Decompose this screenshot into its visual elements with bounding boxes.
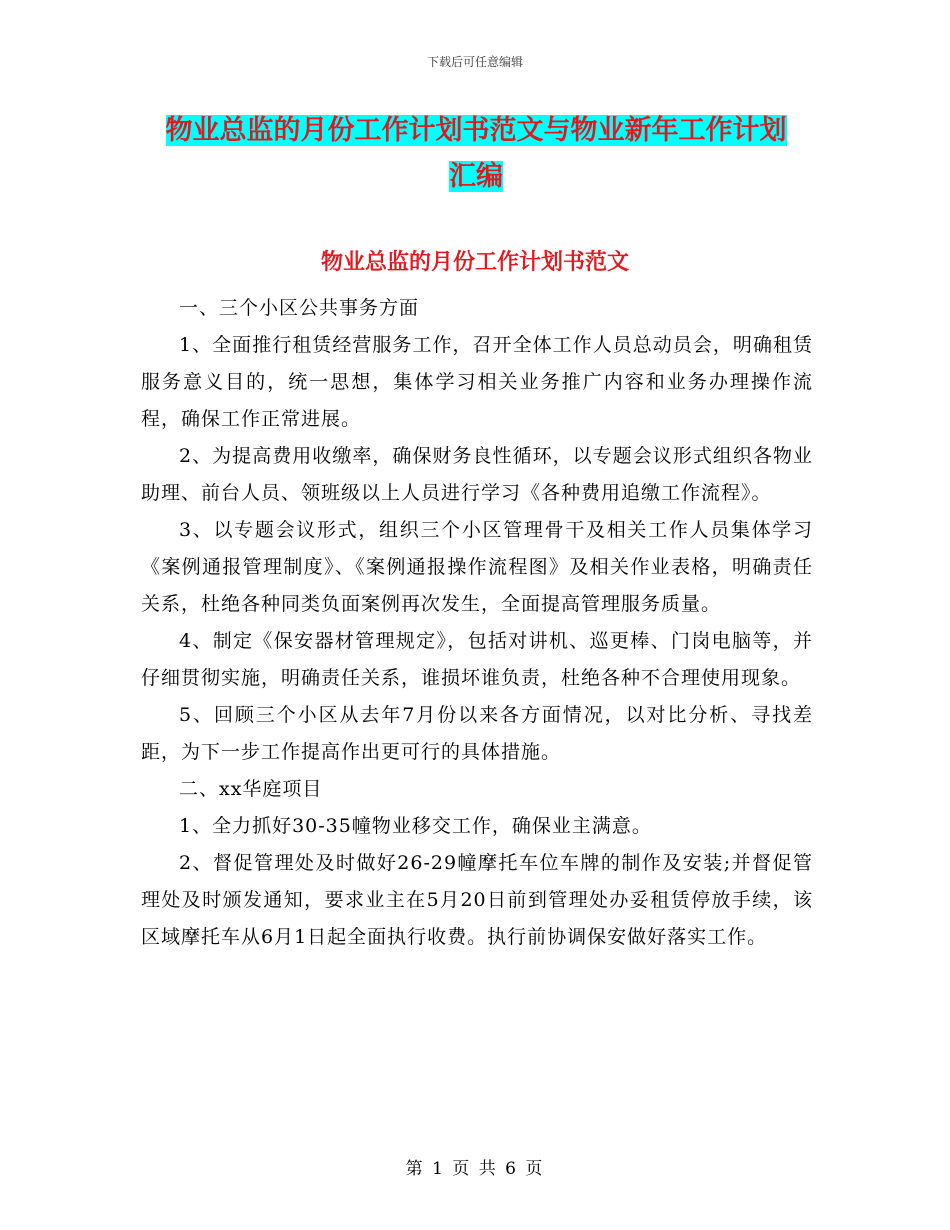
document-body: [141, 290, 813, 956]
paragraph: 2、督促管理处及时做好26-29幢摩托车位车牌的制作及安装;并督促管理处及时颁发通知，要求业主在5月20日前到管理处办妥租赁停放手续，该区域摩托车从6月1日起全面执行收费。执行前协调保安做好落实工作。: [141, 852, 813, 948]
paragraph: 2、为提高费用收缴率，确保财务良性循环，以专题会议形式组织各物业助理、前台人员、领班级以上人员进行学习《各种费用追缴工作流程》。: [141, 445, 813, 504]
document-title-line-1: 物业总监的月份工作计划书范文与物业新年工作计划: [165, 115, 787, 146]
paragraph: 1、全力抓好30-35幢物业移交工作，确保业主满意。: [179, 815, 652, 837]
paragraph: 3、以专题会议形式，组织三个小区管理骨干及相关工作人员集体学习《案例通报管理制度》、《案例通报操作流程图》及相关作业表格，明确责任关系，杜绝各种同类负面案例再次发生，全面提高管理服务质量。: [141, 519, 813, 615]
paragraph: 一、三个小区公共事务方面: [179, 297, 420, 319]
header-note: 下载后可任意编辑: [426, 55, 523, 69]
section-title: 物业总监的月份工作计划书范文: [320, 250, 629, 275]
document-title-line-2: 汇编: [449, 161, 503, 192]
paragraph: 4、制定《保安器材管理规定》，包括对讲机、巡更棒、门岗电脑等，并仔细贯彻实施，明确责任关系，谁损坏谁负责，杜绝各种不合理使用现象。: [141, 630, 813, 689]
paragraph: 二、xx华庭项目: [179, 778, 323, 800]
paragraph: 5、回顾三个小区从去年7月份以来各方面情况，以对比分析、寻找差距，为下一步工作提高作出更可行的具体措施。: [141, 704, 813, 763]
page-number: 第 1 页 共 6 页: [405, 1159, 545, 1179]
document-title: [140, 108, 812, 200]
paragraph: 1、全面推行租赁经营服务工作，召开全体工作人员总动员会，明确租赁服务意义目的，统一思想，集体学习相关业务推广内容和业务办理操作流程，确保工作正常进展。: [141, 334, 813, 430]
